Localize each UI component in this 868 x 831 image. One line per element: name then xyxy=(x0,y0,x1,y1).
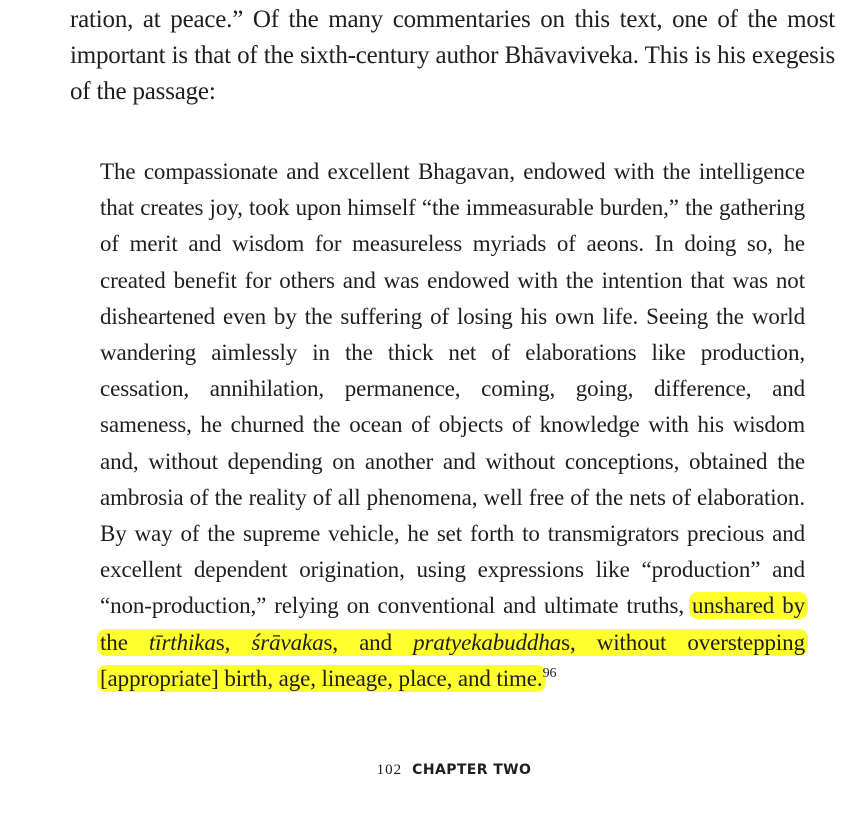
highlight-text: s, and xyxy=(323,629,414,655)
highlight-text: s, xyxy=(215,629,252,655)
term-tirthika: tīrthika xyxy=(148,629,216,655)
highlight-text: s, without overstepping [appropriate] birth, age, lineage, place, and time. xyxy=(100,629,805,691)
highlight-text: unshared by the xyxy=(100,593,806,655)
footnote-marker[interactable]: 96 xyxy=(542,665,557,681)
page-footer xyxy=(0,762,868,779)
quote-main-text: The compassionate and excellent Bhagavan, endowed with the intelligence that creates joy, took upon himself “the immeasurable burden,” the gathering of merit and wisdom for measureless myriads of aeons. In doing so, he created benefit for others and was endowed with the intention that was not disheartened even by the suffering of losing his own life. Seeing the world wandering aimlessly in the thick net of elaborations like production, cessation, annihilation, permanence, coming, going, difference, and sameness, he churned the ocean of objects of knowledge with his wisdom and, without depending on another and without conceptions, obtained the ambrosia of the reality of all phenomena, well free of the nets of elaboration. By way of the supreme vehicle, he set forth to transmigrators precious and excellent dependent origination, using expressions like “production” and “non-production,” relying on conventional and ultimate truths, xyxy=(100,159,805,619)
block-quote xyxy=(100,154,805,697)
term-pratyekabuddha: pratyekabuddha xyxy=(413,629,562,655)
term-sravaka: śrāvaka xyxy=(251,629,324,655)
intro-paragraph: ration, at peace.” Of the many commentaries on this text, one of the most important is that of the sixth-century author Bhāvaviveka. This is his exegesis of the passage: xyxy=(70,6,835,105)
page-number: 102 xyxy=(376,762,403,778)
chapter-title: CHAPTER TWO xyxy=(412,762,532,778)
